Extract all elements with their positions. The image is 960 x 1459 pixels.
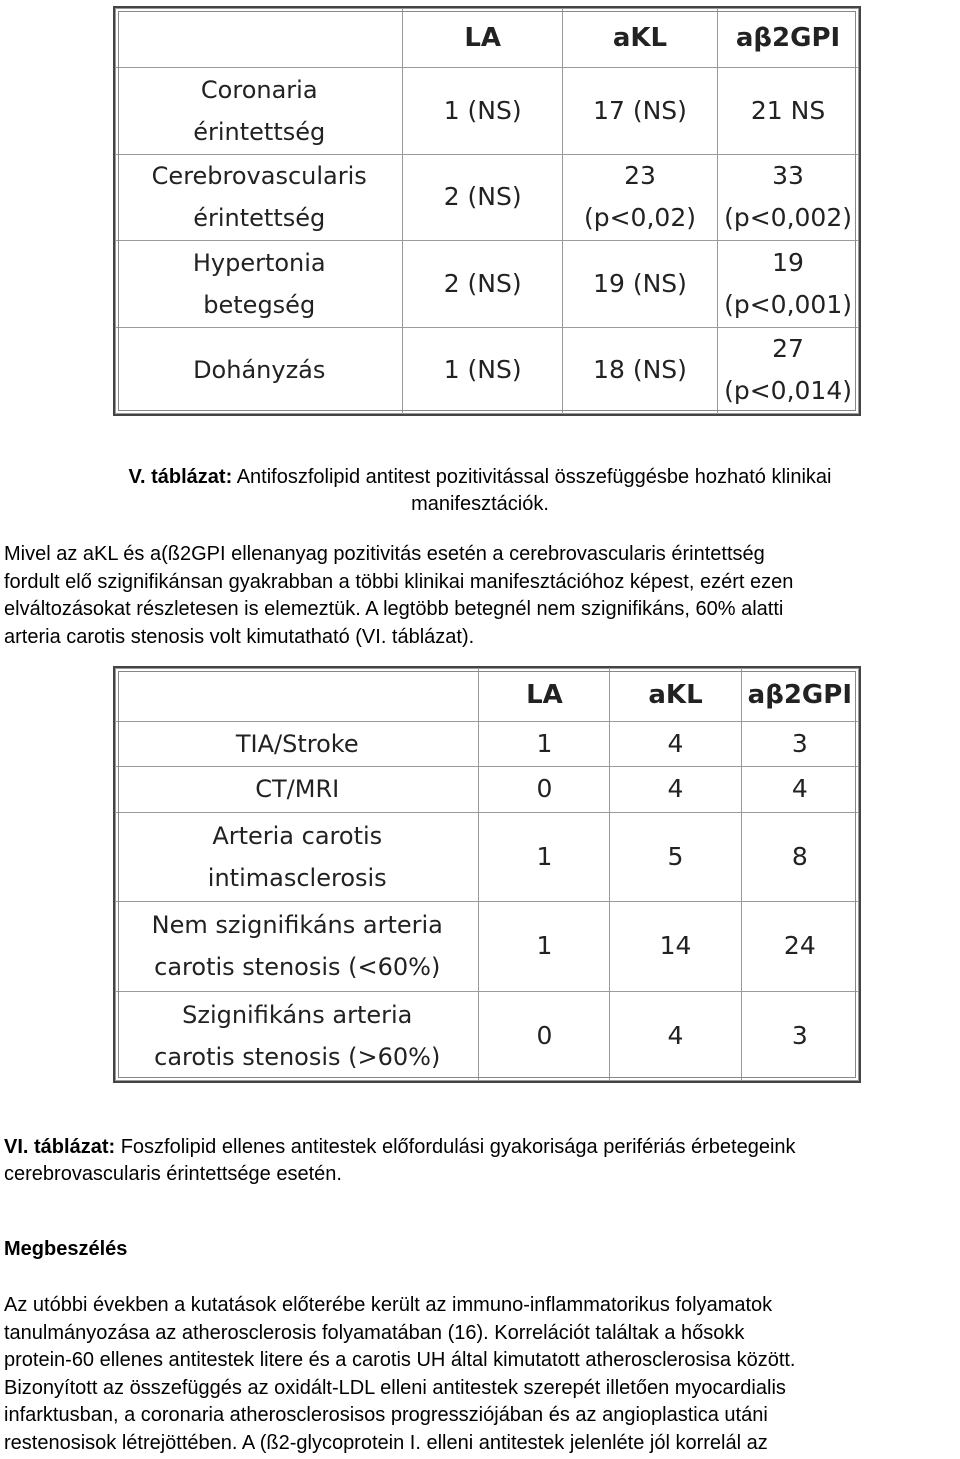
cell-value: 23	[624, 161, 656, 191]
cell-akl: 4	[610, 767, 741, 812]
row-label-line: Nem szignifikáns arteria	[151, 911, 443, 940]
cell-akl	[562, 327, 717, 414]
cell-value: 1 (NS)	[443, 95, 522, 125]
paragraph-line: arteria carotis stenosis volt kimutatható (VI. táblázat).	[4, 625, 475, 648]
cell-pvalue: (p<0,014)	[724, 376, 852, 406]
table-6-image	[113, 666, 861, 1083]
cell-value: 18 (NS)	[593, 355, 687, 385]
table-5	[115, 8, 859, 414]
paragraph-line: fordult elő szignifikánsan gyakrabban a többi klinikai manifesztációhoz képest, ezért ezen	[4, 570, 794, 593]
header-akl: aKL	[562, 9, 717, 68]
row-label-line: Dohányzás	[193, 356, 326, 385]
row-label-line: carotis stenosis (>60%)	[154, 1042, 441, 1071]
table-row	[116, 812, 859, 901]
header-ab2gpi: aβ2GPI	[718, 9, 859, 68]
cell-la: 1	[479, 902, 610, 991]
header-empty	[116, 669, 479, 722]
cell-value: 27	[772, 334, 804, 364]
header-la: LA	[479, 669, 610, 722]
row-label-line: carotis stenosis (<60%)	[154, 953, 441, 982]
cell-pvalue: (p<0,001)	[724, 289, 852, 319]
cell-la	[403, 241, 562, 328]
cell-value: 2 (NS)	[443, 268, 522, 298]
header-ab2gpi: aβ2GPI	[741, 669, 858, 722]
table-header-row	[116, 9, 859, 68]
cell-value: 21 NS	[750, 95, 826, 125]
row-label-line: érintettség	[193, 117, 326, 146]
caption-text: Foszfolipid ellenes antitestek előfordulási gyakorisága perifériás érbetegeink	[120, 1136, 796, 1158]
cell-akl: 4	[610, 991, 741, 1081]
table-row	[116, 68, 859, 155]
paragraph-line: protein-60 ellenes antitestek litere és a carotis UH által kimutatott atherosclerosisa között.	[4, 1349, 796, 1371]
cell-ab2gpi: 4	[741, 767, 858, 812]
cell-la: 0	[479, 991, 610, 1081]
caption-text: Antifoszfolipid antitest pozitivitással összefüggésbe hozható klinikai	[236, 466, 832, 488]
cell-value: 2 (NS)	[443, 182, 522, 212]
row-label	[116, 991, 479, 1081]
caption-text-line2: cerebrovascularis érintettsége esetén.	[4, 1163, 342, 1185]
cell-akl	[562, 241, 717, 328]
table-6	[115, 668, 859, 1081]
row-label	[116, 327, 403, 414]
header-la: LA	[403, 9, 562, 68]
cell-ab2gpi	[718, 68, 859, 155]
cell-akl: 4	[610, 722, 741, 767]
cell-akl	[562, 68, 717, 155]
paragraph-line: restenosisok létrejöttében. A (ß2-glycoprotein I. elleni antitestek jelenléte jól korrelál az	[4, 1431, 768, 1454]
cell-value: 33	[772, 161, 804, 191]
row-label-line: Cerebrovascularis	[151, 162, 367, 191]
row-label	[116, 767, 479, 812]
row-label	[116, 68, 403, 155]
cell-value: 17 (NS)	[593, 95, 687, 125]
cell-la	[403, 68, 562, 155]
cell-value: 19	[772, 247, 804, 277]
table-row	[116, 327, 859, 414]
cell-la: 1	[479, 722, 610, 767]
table-5-image	[113, 6, 861, 416]
cell-ab2gpi: 3	[741, 991, 858, 1081]
row-label-line: TIA/Stroke	[235, 730, 359, 759]
cell-la: 0	[479, 767, 610, 812]
row-label	[116, 812, 479, 901]
row-label	[116, 722, 479, 767]
caption-prefix: VI. táblázat:	[4, 1136, 116, 1158]
header-empty	[116, 9, 403, 68]
paragraph-line: Az utóbbi években a kutatások előterébe került az immuno-inflammatorikus folyamatok	[4, 1294, 773, 1316]
cell-la	[403, 154, 562, 241]
table-row	[116, 241, 859, 328]
table-row	[116, 767, 859, 812]
row-label-line: intimasclerosis	[207, 863, 387, 892]
cell-ab2gpi: 8	[741, 812, 858, 901]
cell-la: 1	[479, 812, 610, 901]
header-akl: aKL	[610, 669, 741, 722]
cell-la	[403, 327, 562, 414]
table-row	[116, 722, 859, 767]
caption-prefix: V. táblázat:	[128, 466, 233, 488]
row-label-line: Hypertonia	[192, 248, 326, 277]
cell-ab2gpi	[718, 327, 859, 414]
table-row	[116, 154, 859, 241]
row-label-line: Coronaria	[200, 75, 318, 104]
cell-akl: 14	[610, 902, 741, 991]
row-label	[116, 902, 479, 991]
caption-text-line2: manifesztációk.	[411, 493, 549, 515]
table-6-caption	[4, 1134, 959, 1188]
row-label-line: betegség	[203, 290, 316, 319]
row-label	[116, 154, 403, 241]
paragraph-line: tanulmányozása az atherosclerosis folyamatában (16). Korrelációt találtak a hősokk	[4, 1321, 745, 1344]
row-label-line: CT/MRI	[255, 775, 340, 804]
cell-value: 1 (NS)	[443, 355, 522, 385]
row-label	[116, 241, 403, 328]
cell-pvalue: (p<0,002)	[724, 203, 852, 233]
body-paragraph-1	[4, 541, 959, 651]
cell-ab2gpi: 24	[741, 902, 858, 991]
paragraph-line: elváltozásokat részletesen is elemeztük. A legtöbb betegnél nem szignifikáns, 60% alatti	[4, 598, 784, 620]
paragraph-line: Bizonyított az összefüggés az oxidált-LDL elleni antitestek szerepét illetően myocardialis	[4, 1376, 786, 1399]
row-label-line: érintettség	[193, 204, 326, 233]
cell-value: 19 (NS)	[593, 268, 687, 298]
table-header-row	[116, 669, 859, 722]
cell-ab2gpi	[718, 154, 859, 241]
table-5-caption	[0, 464, 960, 518]
paragraph-line: infarktusban, a coronaria atherosclerosisos progressziójában és az angioplastica utáni	[4, 1404, 768, 1426]
cell-pvalue: (p<0,02)	[583, 203, 696, 233]
cell-ab2gpi	[718, 241, 859, 328]
row-label-line: Arteria carotis	[212, 821, 383, 850]
table-row	[116, 902, 859, 991]
cell-akl: 5	[610, 812, 741, 901]
cell-ab2gpi: 3	[741, 722, 858, 767]
cell-akl	[562, 154, 717, 241]
section-heading: Megbeszélés	[4, 1238, 128, 1260]
body-paragraph-2	[4, 1292, 959, 1457]
paragraph-line: Mivel az aKL és a(ß2GPI ellenanyag pozitivitás esetén a cerebrovascularis érintettség	[4, 543, 765, 565]
row-label-line: Szignifikáns arteria	[182, 1000, 413, 1029]
table-row	[116, 991, 859, 1081]
